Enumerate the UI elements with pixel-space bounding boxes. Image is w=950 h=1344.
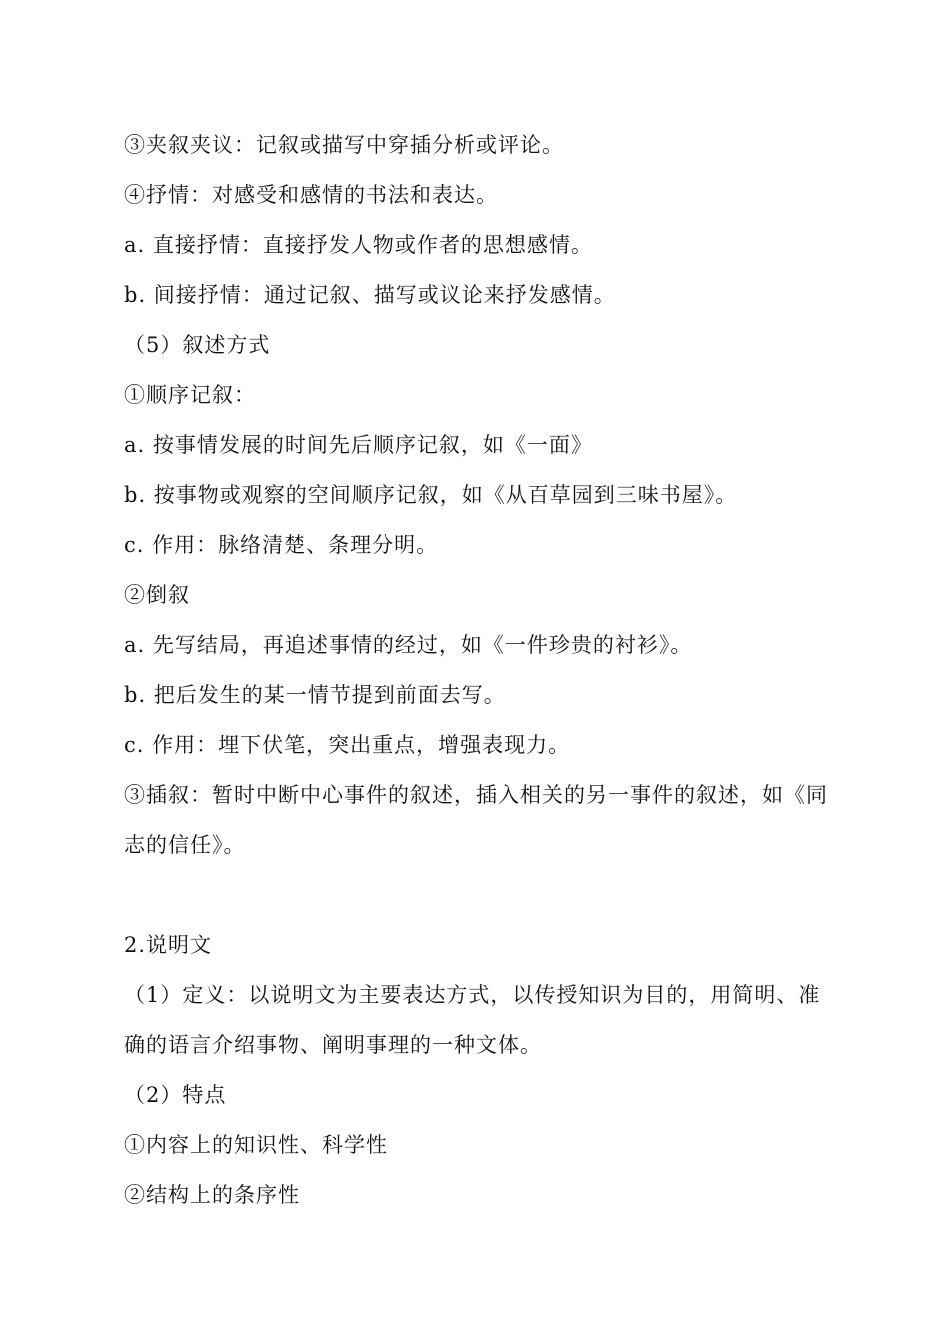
text-line-sequential-narration: ①顺序记叙： <box>124 383 256 407</box>
text-line-lyricism: ④抒情：对感受和感情的书法和表达。 <box>124 183 498 207</box>
text-line-sequential-effect: c. 作用：脉络清楚、条理分明。 <box>124 533 439 557</box>
text-line-interpretive-narration: ③夹叙夹议：记叙或描写中穿插分析或评论。 <box>124 133 564 157</box>
text-line-interpolated-narration-cont: 志的信任》。 <box>124 833 246 857</box>
text-line-structure-order: ②结构上的条序性 <box>124 1183 300 1207</box>
text-line-flashback-effect: c. 作用：埋下伏笔，突出重点，增强表现力。 <box>124 733 571 757</box>
text-line-spatial-order: b. 按事物或观察的空间顺序记叙，如《从百草园到三味书屋》。 <box>124 483 738 507</box>
text-line-later-plot-first: b. 把后发生的某一情节提到前面去写。 <box>124 683 506 707</box>
section-heading-characteristics: （2）特点 <box>124 1083 227 1107</box>
text-line-chronological-order: a. 按事情发展的时间先后顺序记叙，如《一面》 <box>124 433 593 457</box>
text-line-ending-first: a. 先写结局，再追述事情的经过，如《一件珍贵的衬衫》。 <box>124 633 693 657</box>
section-heading-expository-text: 2.说明文 <box>124 933 213 957</box>
text-line-interpolated-narration: ③插叙：暂时中断中心事件的叙述，插入相关的另一事件的叙述，如《同 <box>124 783 828 807</box>
section-heading-narration-methods: （5）叙述方式 <box>124 333 271 357</box>
text-line-definition: （1）定义：以说明文为主要表达方式，以传授知识为目的，用简明、准 <box>124 983 821 1007</box>
text-line-definition-cont: 确的语言介绍事物、阐明事理的一种文体。 <box>124 1033 542 1057</box>
text-line-content-knowledge: ①内容上的知识性、科学性 <box>124 1133 388 1157</box>
text-line-flashback: ②倒叙 <box>124 583 190 607</box>
text-line-indirect-lyricism: b. 间接抒情：通过记叙、描写或议论来抒发感情。 <box>124 283 616 307</box>
text-line-direct-lyricism: a. 直接抒情：直接抒发人物或作者的思想感情。 <box>124 233 593 257</box>
